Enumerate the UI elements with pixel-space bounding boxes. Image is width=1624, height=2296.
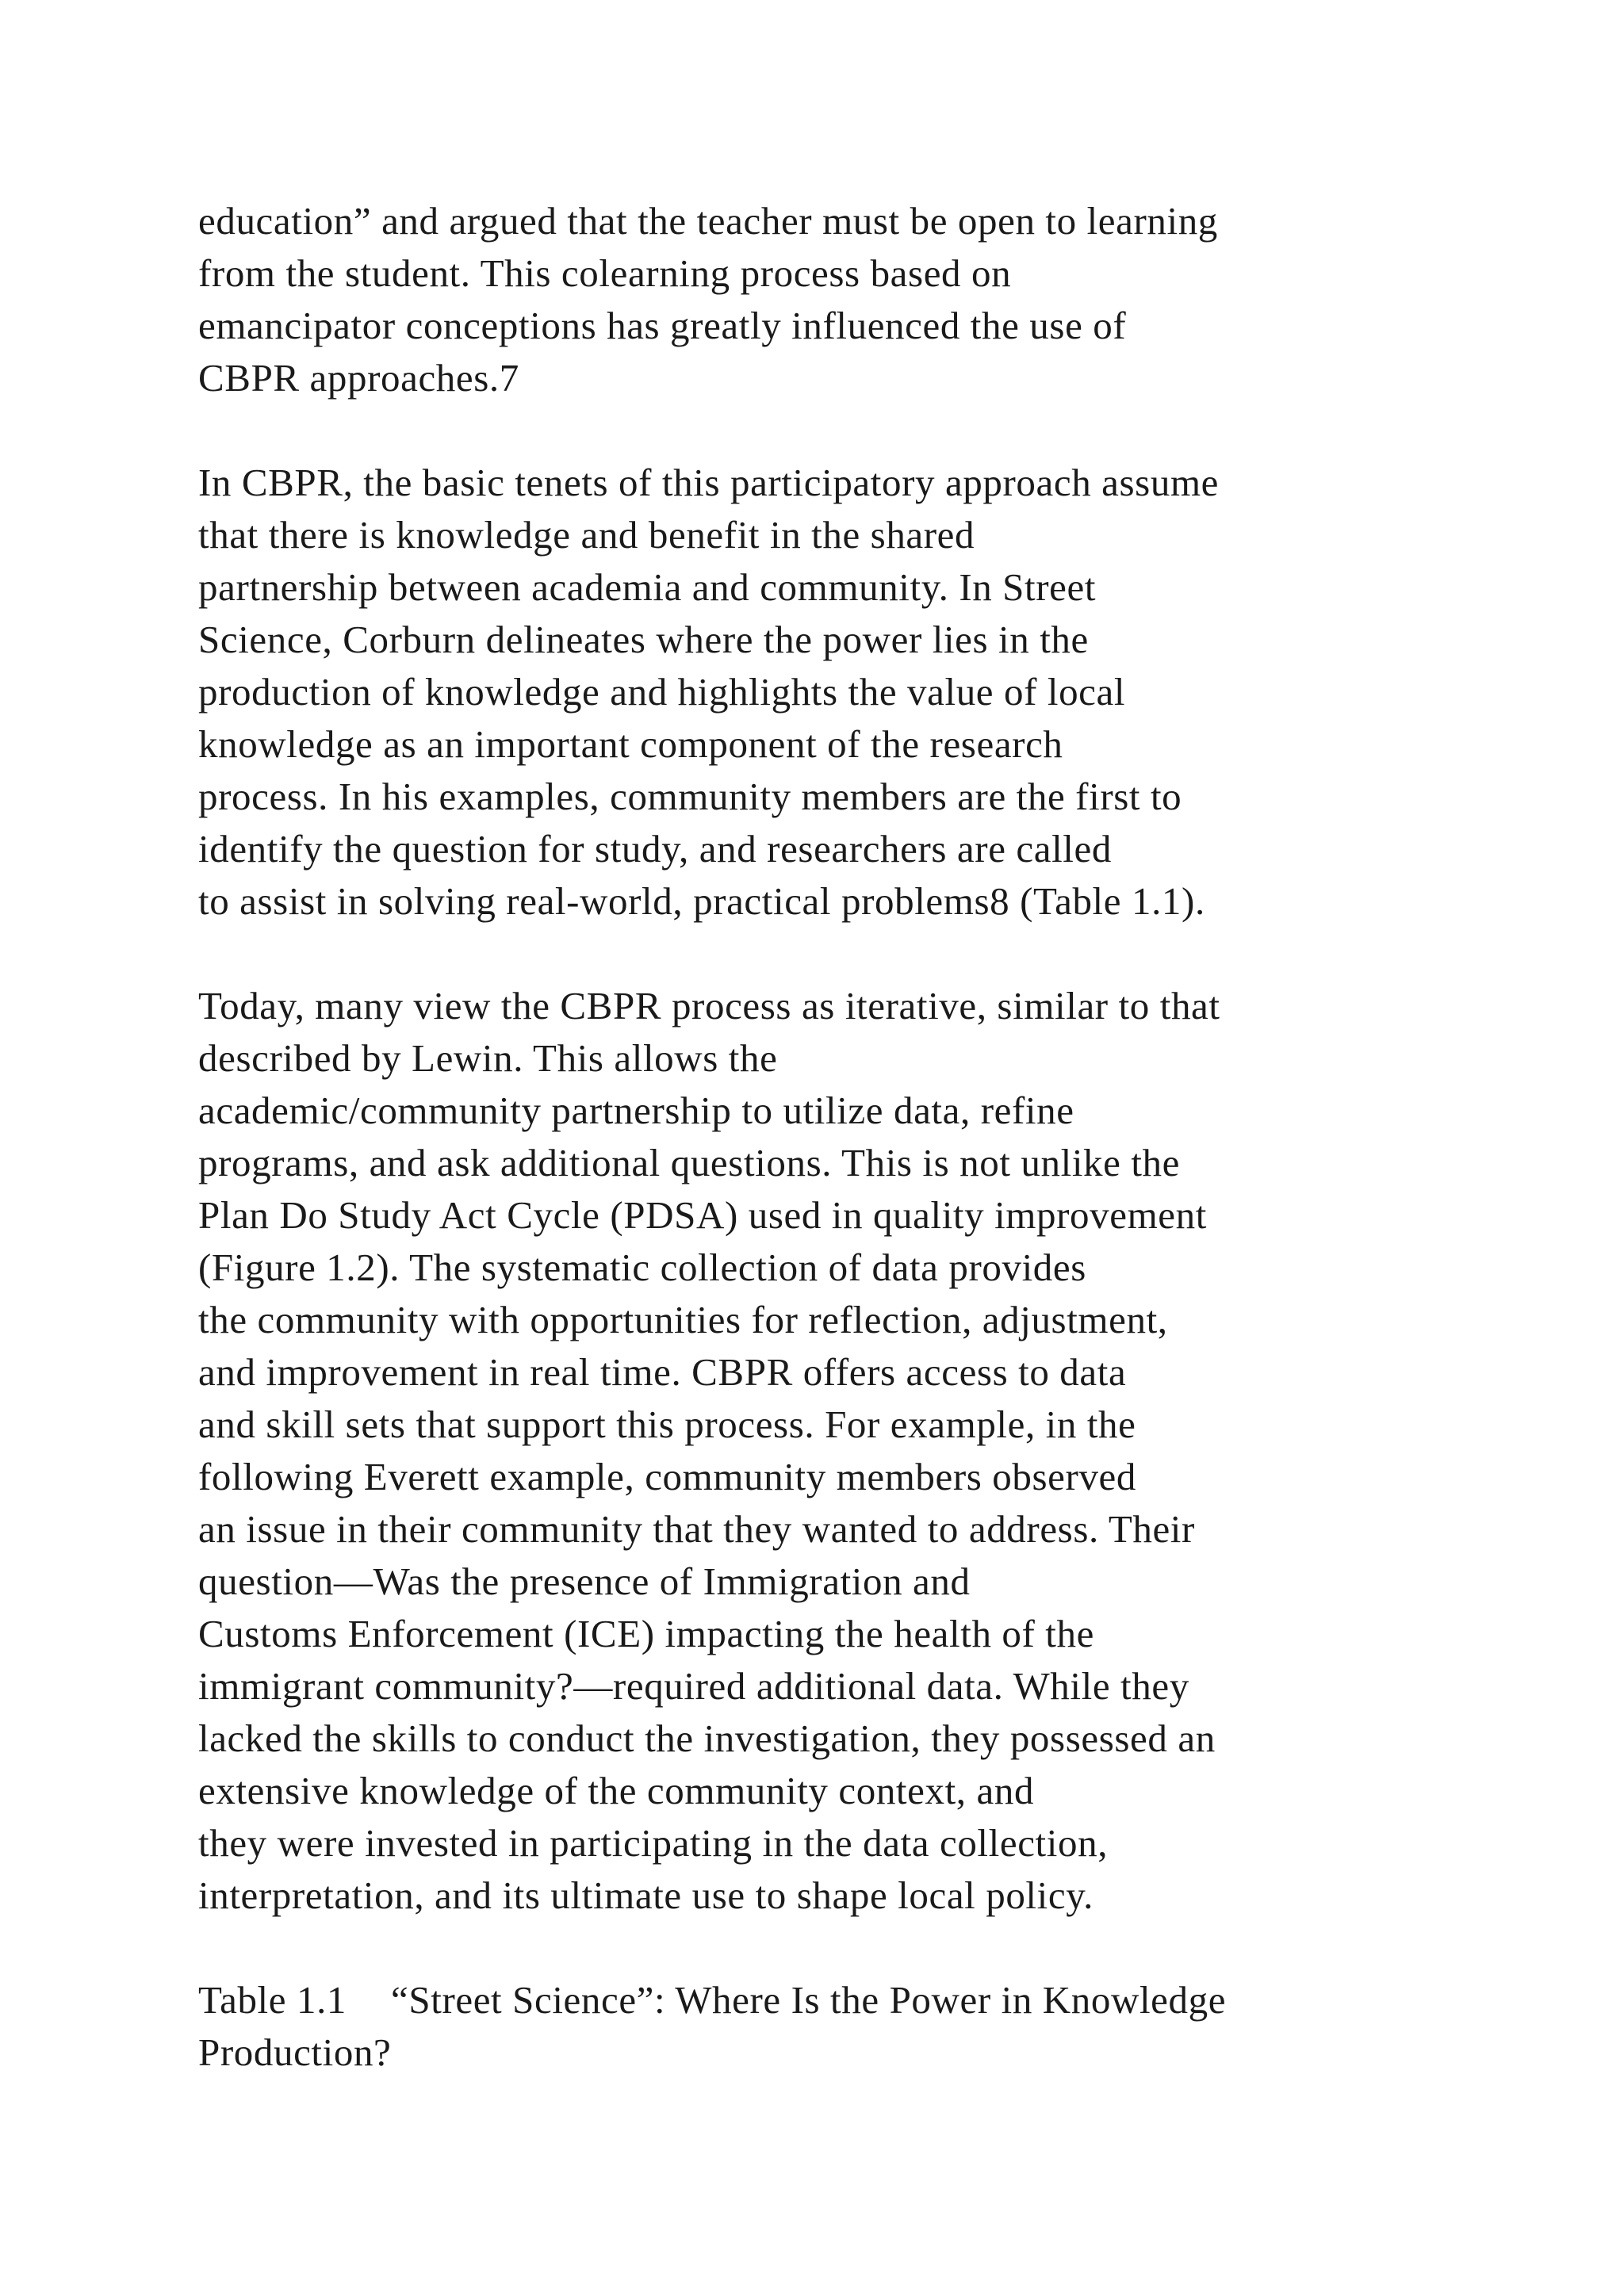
text-line: knowledge as an important component of the research: [198, 722, 1063, 766]
text-line: question—Was the presence of Immigration and: [198, 1559, 971, 1603]
text-line: In CBPR, the basic tenets of this participatory approach assume: [198, 461, 1220, 504]
text-line: and improvement in real time. CBPR offers access to data: [198, 1350, 1127, 1394]
text-line: that there is knowledge and benefit in the shared: [198, 513, 975, 557]
text-line: education” and argued that the teacher must be open to learning: [198, 199, 1218, 243]
text-line: to assist in solving real-world, practical problems8 (Table 1.1).: [198, 879, 1205, 923]
text-line: from the student. This colearning process based on: [198, 251, 1012, 295]
text-line: CBPR approaches.7: [198, 356, 519, 400]
text-line: immigrant community?—required additional data. While they: [198, 1664, 1189, 1708]
table-title: “Street Science”: Where Is the Power in Knowledge: [391, 1978, 1227, 2022]
table-label: Table 1.1: [198, 1978, 347, 2022]
text-line: production of knowledge and highlights the value of local: [198, 670, 1126, 714]
text-line: lacked the skills to conduct the investigation, they possessed an: [198, 1716, 1216, 1760]
text-line: partnership between academia and community. In Street: [198, 565, 1097, 609]
text-line: emancipator conceptions has greatly influenced the use of: [198, 304, 1127, 347]
text-line: (Figure 1.2). The systematic collection of data provides: [198, 1246, 1086, 1289]
paragraph-3: [198, 980, 1499, 1922]
text-line: the community with opportunities for reflection, adjustment,: [198, 1298, 1168, 1341]
text-line: following Everett example, community members observed: [198, 1455, 1136, 1498]
text-line: Plan Do Study Act Cycle (PDSA) used in quality improvement: [198, 1193, 1207, 1237]
text-line: identify the question for study, and researchers are called: [198, 827, 1112, 871]
text-line: an issue in their community that they wanted to address. Their: [198, 1507, 1195, 1551]
paragraph-1: [198, 195, 1499, 404]
text-line: process. In his examples, community members are the first to: [198, 775, 1182, 818]
text-line: programs, and ask additional questions. This is not unlike the: [198, 1141, 1181, 1184]
text-line: Customs Enforcement (ICE) impacting the health of the: [198, 1612, 1094, 1655]
table-caption: [198, 1974, 1499, 2079]
text-line: Today, many view the CBPR process as iterative, similar to that: [198, 984, 1220, 1027]
text-line: they were invested in participating in the data collection,: [198, 1821, 1109, 1865]
text-line: and skill sets that support this process. For example, in the: [198, 1402, 1136, 1446]
text-line: Science, Corburn delineates where the power lies in the: [198, 618, 1089, 661]
text-line: extensive knowledge of the community context, and: [198, 1769, 1035, 1812]
text-line: described by Lewin. This allows the: [198, 1036, 778, 1080]
document-page: [198, 195, 1499, 2079]
table-caption-line-2: Production?: [198, 2030, 392, 2074]
table-caption-line-1: [198, 1974, 1499, 2026]
paragraph-2: [198, 457, 1499, 928]
text-line: academic/community partnership to utilize data, refine: [198, 1089, 1074, 1132]
text-line: interpretation, and its ultimate use to shape local policy.: [198, 1873, 1094, 1917]
